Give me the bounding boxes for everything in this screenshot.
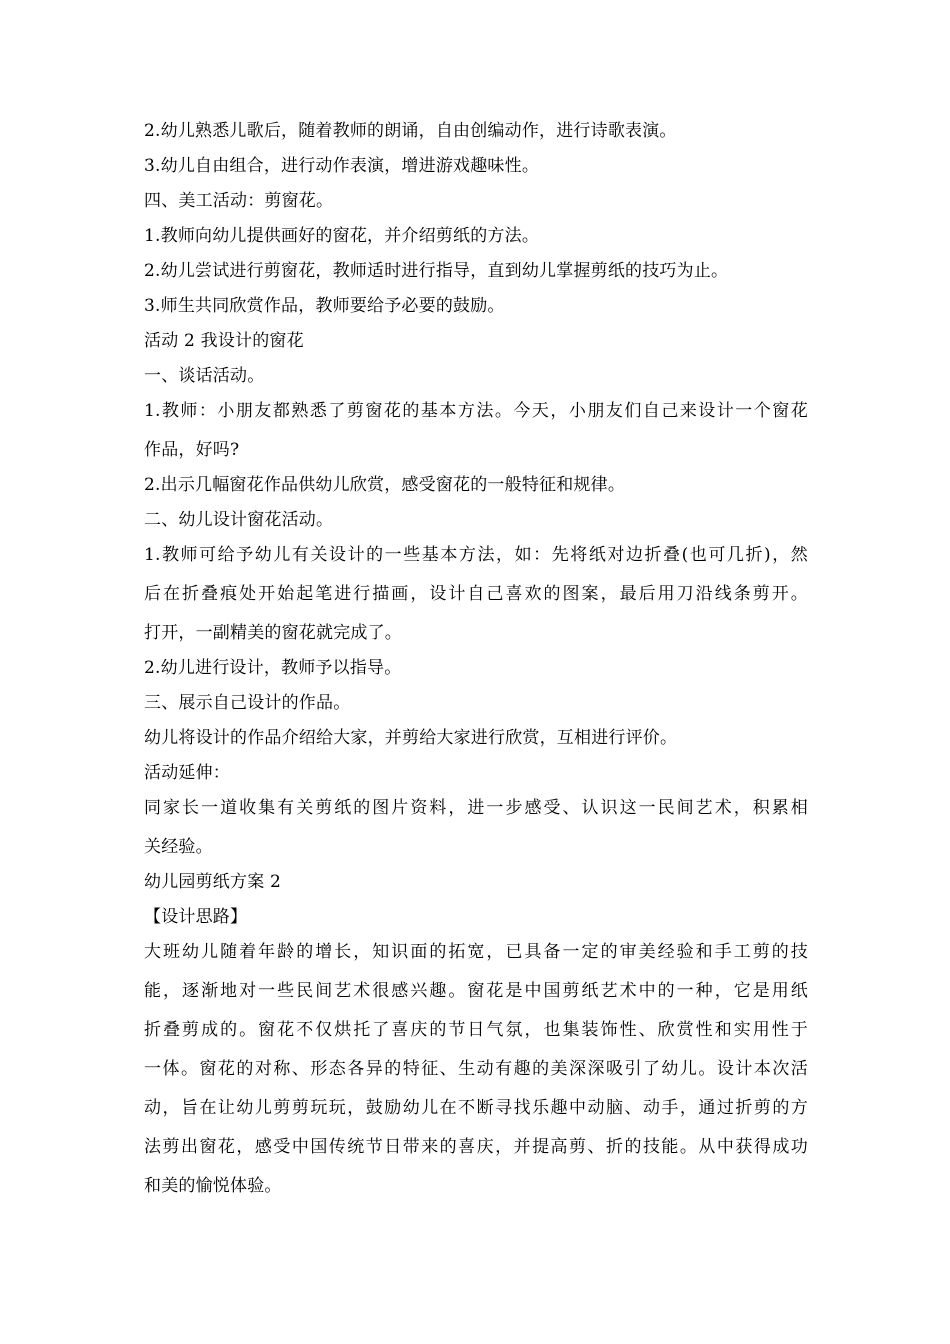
- text-line: 作品，好吗?: [144, 440, 240, 460]
- document-body: [144, 122, 808, 1195]
- text-line: 3.师生共同欣赏作品，教师要给予必要的鼓励。: [144, 296, 505, 316]
- text-line: 打开，一副精美的窗花就完成了。: [144, 623, 402, 643]
- text-line: 幼儿将设计的作品介绍给大家，并剪给大家进行欣赏，互相进行评价。: [144, 728, 678, 748]
- text-line: 法剪出窗花，感受中国传统节日带来的喜庆，并提高剪、折的技能。从中获得成功: [144, 1137, 808, 1157]
- text-line: 动，旨在让幼儿剪剪玩玩，鼓励幼儿在不断寻找乐趣中动脑、动手，通过折剪的方: [144, 1098, 808, 1118]
- text-line: 2.幼儿熟悉儿歌后，随着教师的朗诵，自由创编动作，进行诗歌表演。: [144, 121, 677, 141]
- text-line: 后在折叠痕处开始起笔进行描画，设计自己喜欢的图案，最后用刀沿线条剪开。: [144, 584, 808, 604]
- section-heading: 活动延伸：: [144, 763, 230, 783]
- text-line: 折叠剪成的。窗花不仅烘托了喜庆的节日气氛，也集装饰性、欣赏性和实用性于: [144, 1020, 808, 1040]
- text-line: 1.教师可给予幼儿有关设计的一些基本方法，如：先将纸对边折叠(也可几折)，然: [144, 545, 808, 565]
- section-heading: 一、谈话活动。: [144, 366, 265, 386]
- text-line: 2.出示几幅窗花作品供幼儿欣赏，感受窗花的一般特征和规律。: [144, 475, 626, 495]
- plan-title: 幼儿园剪纸方案 2: [144, 872, 282, 892]
- text-line: 2.幼儿尝试进行剪窗花，教师适时进行指导，直到幼儿掌握剪纸的技巧为止。: [144, 261, 729, 281]
- text-line: 2.幼儿进行设计，教师予以指导。: [144, 658, 402, 678]
- section-heading: 三、展示自己设计的作品。: [144, 693, 351, 713]
- text-line: 1.教师向幼儿提供画好的窗花，并介绍剪纸的方法。: [144, 226, 540, 246]
- text-line: 大班幼儿随着年龄的增长，知识面的拓宽，已具备一定的审美经验和手工剪的技: [144, 942, 808, 962]
- text-line: 同家长一道收集有关剪纸的图片资料，进一步感受、认识这一民间艺术，积累相: [144, 798, 808, 818]
- activity-heading: 活动 2 我设计的窗花: [144, 331, 304, 351]
- text-line: 和美的愉悦体验。: [144, 1176, 282, 1196]
- section-heading: 四、美工活动：剪窗花。: [144, 191, 334, 211]
- text-line: 关经验。: [144, 837, 213, 857]
- text-line: 能，逐渐地对一些民间艺术很感兴趣。窗花是中国剪纸艺术中的一种，它是用纸: [144, 981, 808, 1001]
- text-line: 一体。窗花的对称、形态各异的特征、生动有趣的美深深吸引了幼儿。设计本次活: [144, 1059, 808, 1079]
- text-line: 3.幼儿自由组合，进行动作表演，增进游戏趣味性。: [144, 156, 540, 176]
- text-line: 1.教师：小朋友都熟悉了剪窗花的基本方法。今天，小朋友们自己来设计一个窗花: [144, 401, 808, 421]
- section-heading: 【设计思路】: [144, 907, 248, 927]
- section-heading: 二、幼儿设计窗花活动。: [144, 510, 334, 530]
